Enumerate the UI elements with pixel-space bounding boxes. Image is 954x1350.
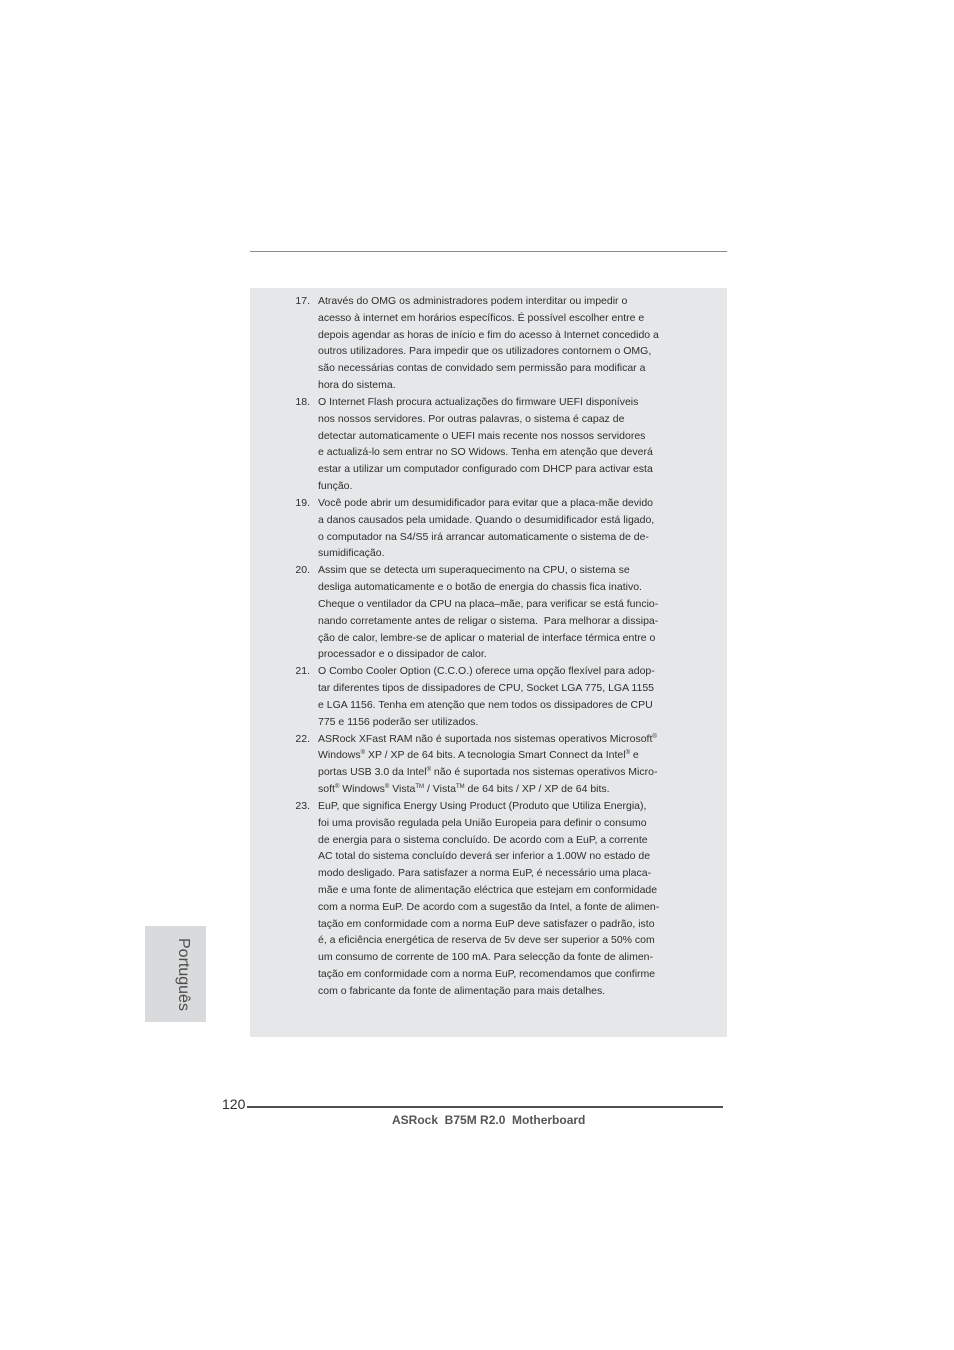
list-item-number: 22. xyxy=(295,732,310,745)
list-item-text xyxy=(318,798,718,1000)
superscript-mark: ® xyxy=(360,750,366,757)
text-line: de energia para o sistema concluído. De acordo com a EuP, a corrente xyxy=(318,833,648,846)
list-item-number: 21. xyxy=(295,665,310,678)
text-line: tar diferentes tipos de dissipadores de CPU, Socket LGA 775, LGA 1155 xyxy=(318,682,655,695)
list-item-number: 23. xyxy=(295,799,310,812)
superscript-mark: ® xyxy=(625,750,630,757)
text-line: com o fabricante da fonte de alimentação para mais detalhes. xyxy=(318,984,606,997)
text-line: sumidificação. xyxy=(318,547,385,560)
text-line: com a norma EuP. De acordo com a sugestão da Intel, a fonte de alimen- xyxy=(318,900,660,913)
text-line: desliga automaticamente e o botão de energia do chassis fica inativo. xyxy=(318,581,642,594)
text-segment: não é suportada nos sistemas operativos Micro- xyxy=(431,766,658,779)
list-item-number: 18. xyxy=(295,395,310,408)
text-segment: ASRock XFast RAM não é suportada nos sistemas operativos Microsoft xyxy=(318,732,653,745)
list-item-text xyxy=(318,495,718,562)
page-number: 120 xyxy=(222,1096,246,1112)
text-segment: portas USB 3.0 da Intel xyxy=(318,766,427,779)
text-line xyxy=(318,747,718,764)
text-line: 775 e 1156 poderão ser utilizados. xyxy=(318,715,479,728)
list-item-text xyxy=(318,394,718,495)
header-rule xyxy=(250,251,727,252)
text-line: modo desligado. Para satisfazer a norma EuP, é necessário uma placa- xyxy=(318,867,652,880)
text-segment: Windows xyxy=(318,749,361,762)
list-item-number: 19. xyxy=(295,496,310,509)
text-line: O Combo Cooler Option (C.C.O.) oferece uma opção flexível para adop- xyxy=(318,665,655,678)
text-line: O Internet Flash procura actualizações do firmware UEFI disponíveis xyxy=(318,395,639,408)
text-line: são necessárias contas de convidado sem permissão para modificar a xyxy=(318,362,646,375)
text-line: função. xyxy=(318,480,353,493)
footer-rule xyxy=(247,1106,723,1108)
list-item xyxy=(288,394,718,495)
text-line: nando corretamente antes de religar o sistema. Para melhorar a dissipa- xyxy=(318,614,659,627)
text-line: é, a eficiência energética de reserva de 5v deve ser superior a 50% com xyxy=(318,934,655,947)
text-line: detectar automaticamente o UEFI mais recente nos nossos servidores xyxy=(318,429,646,442)
text-line: Você pode abrir um desumidificador para evitar que a placa-mãe devido xyxy=(318,496,654,509)
text-line: foi uma provisão regulada pela União Europeia para definir o consumo xyxy=(318,816,647,829)
text-segment: XP / XP de 64 bits. A tecnologia Smart Connect da Intel xyxy=(365,749,626,762)
text-line: Assim que se detecta um superaquecimento na CPU, o sistema se xyxy=(318,564,630,577)
superscript-mark: TM xyxy=(415,784,425,791)
list-item-text xyxy=(318,562,718,663)
text-line: hora do sistema. xyxy=(318,379,396,392)
superscript-mark: ® xyxy=(334,784,340,791)
list-item xyxy=(288,798,718,1000)
list-item xyxy=(288,293,718,394)
text-segment: Windows xyxy=(339,783,385,796)
text-segment: de 64 bits / XP / XP de 64 bits. xyxy=(464,783,610,796)
text-line: e actualizá-lo sem entrar no SO Widows. Tenha em atenção que deverá xyxy=(318,446,653,459)
language-tab xyxy=(145,926,206,1022)
text-line: outros utilizadores. Para impedir que os utilizadores contornem o OMG, xyxy=(318,345,652,358)
list-item xyxy=(288,495,718,562)
text-segment: soft xyxy=(318,783,335,796)
text-line: Cheque o ventilador da CPU na placa–mãe, para verificar se está funcio- xyxy=(318,597,659,610)
list-item xyxy=(288,731,718,798)
text-line: acesso à internet em horários específicos. É possível escolher entre e xyxy=(318,311,645,324)
numbered-notes-list xyxy=(288,293,718,1000)
text-line: tação em conformidade com a norma EuP, recomendamos que confirme xyxy=(318,968,656,981)
footer-title: ASRock B75M R2.0 Motherboard xyxy=(392,1113,586,1127)
superscript-mark: ® xyxy=(652,733,657,740)
text-line: estar a utilizar um computador configurado com DHCP para activar esta xyxy=(318,463,653,476)
list-item xyxy=(288,663,718,730)
text-line: o computador na S4/S5 irá arrancar automaticamente o sistema de de- xyxy=(318,530,649,543)
text-line: tação em conformidade com a norma EuP deve satisfazer o padrão, isto xyxy=(318,917,655,930)
text-segment: e xyxy=(629,749,639,762)
language-tab-label: Português xyxy=(175,938,192,1011)
text-line: mãe e uma fonte de alimentação eléctrica que estejam em conformidade xyxy=(318,883,658,896)
text-segment: / Vista xyxy=(424,783,456,796)
text-line xyxy=(318,764,718,781)
text-line xyxy=(318,731,718,748)
list-item-number: 20. xyxy=(295,564,310,577)
text-line: EuP, que significa Energy Using Product (Produto que Utiliza Energia), xyxy=(318,799,647,812)
list-item-text xyxy=(318,663,718,730)
text-line: processador e o dissipador de calor. xyxy=(318,648,487,661)
text-line xyxy=(318,781,718,798)
text-line: Através do OMG os administradores podem interditar ou impedir o xyxy=(318,295,628,307)
list-item-text xyxy=(318,731,718,798)
text-line: nos nossos servidores. Por outras palavras, o sistema é capaz de xyxy=(318,412,625,425)
list-item-text xyxy=(318,293,718,394)
superscript-mark: ® xyxy=(384,784,390,791)
superscript-mark: TM xyxy=(455,784,465,791)
superscript-mark: ® xyxy=(426,767,431,774)
text-line: a danos causados pela umidade. Quando o desumidificador está ligado, xyxy=(318,513,655,526)
text-segment: Vista xyxy=(389,783,416,796)
text-line: depois agendar as horas de início e fim do acesso à Internet concedido a xyxy=(318,328,659,341)
text-line: ção de calor, lembre-se de aplicar o material de interface térmica entre o xyxy=(318,631,656,644)
text-line: AC total do sistema concluído deverá ser inferior a 1.00W no estado de xyxy=(318,850,651,863)
text-line: e LGA 1156. Tenha em atenção que nem todos os dissipadores de CPU xyxy=(318,698,653,711)
list-item xyxy=(288,562,718,663)
text-line: um consumo de corrente de 100 mA. Para selecção da fonte de alimen- xyxy=(318,951,654,964)
list-item-number: 17. xyxy=(295,295,310,307)
